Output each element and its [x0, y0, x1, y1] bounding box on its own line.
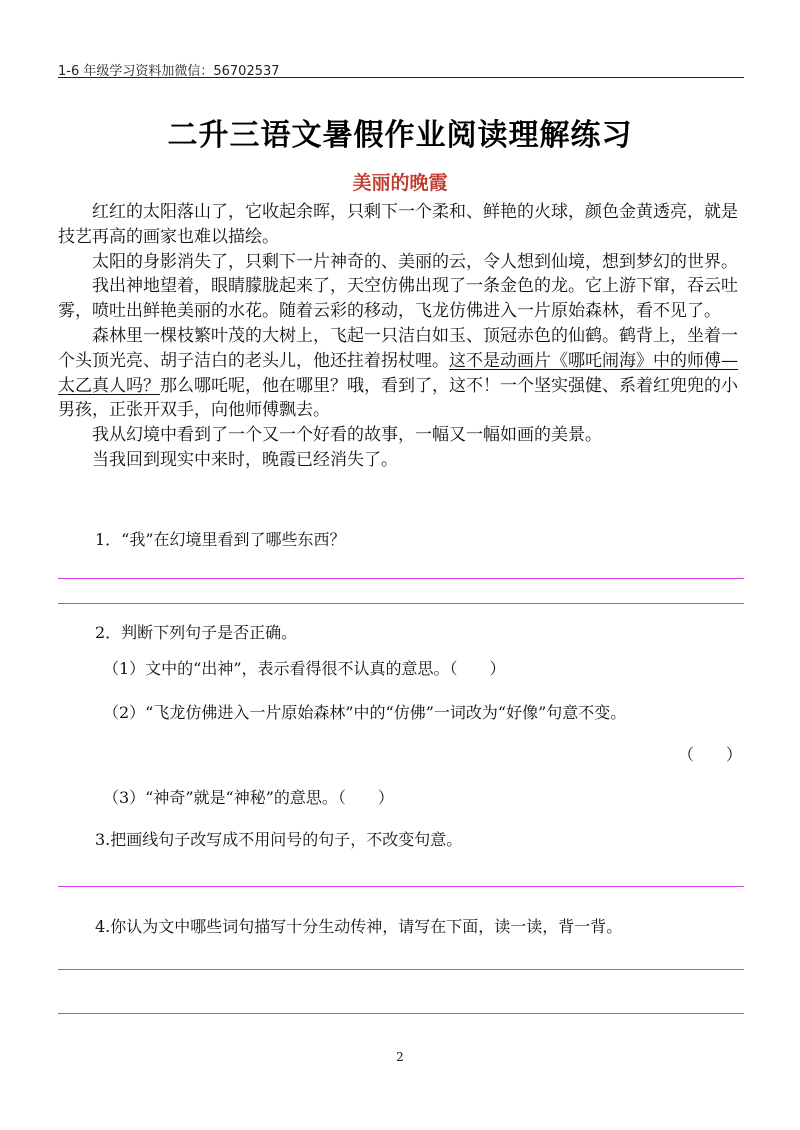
question-2-item-2: （2）“飞龙仿佛进入一片原始森林”中的“仿佛”一词改为“好像”句意不变。 [103, 703, 627, 722]
question-2-item-3: （3）“神奇”就是“神秘”的意思。（ ） [103, 788, 394, 807]
paragraph-4 [58, 324, 748, 423]
paragraph-4-part-2: 那么哪吒呢，他在哪里？哦，看到了，这不！一个坚实强健、系着红兜兜的小男孩，正张开双手，向他师傅飘去。 [58, 375, 738, 421]
answer-parentheses[interactable]: （ ） [677, 745, 742, 764]
page-header: 1-6 年级学习资料加微信：56702537 [58, 64, 280, 79]
paragraph-5: 我从幻境中看到了一个又一个好看的故事，一幅又一幅如画的美景。 [92, 425, 602, 446]
paragraph-1: 红红的太阳落山了，它收起余晖，只剩下一个柔和、鲜艳的火球，颜色金黄透亮，就是技艺再高的画家也难以描绘。 [58, 202, 738, 247]
answer-line[interactable] [58, 969, 744, 970]
passage-title: 美丽的晚霞 [352, 172, 448, 194]
question-4: 4.你认为文中哪些词句描写十分生动传神，请写在下面，读一读，背一背。 [95, 917, 623, 936]
paragraph-4-part-1: 森林里一棵枝繁叶茂的大树上，飞起一只洁白如玉、顶冠赤色的仙鹤。鹤背上，坐着一个头顶光亮、胡子洁白的老头儿，他还拄着拐杖哩。 [58, 325, 738, 371]
paragraph-6: 当我回到现实中来时，晚霞已经消失了。 [92, 449, 398, 470]
header-rule [58, 77, 744, 78]
reading-passage [58, 200, 748, 473]
page-number: 2 [396, 1050, 404, 1064]
question-1: 1．“我”在幻境里看到了哪些东西？ [95, 530, 346, 549]
answer-line[interactable] [58, 578, 744, 579]
paragraph-3: 我出神地望着，眼睛朦胧起来了，天空仿佛出现了一条金色的龙。它上游下窜，吞云吐雾，喷吐出鲜艳美丽的水花。随着云彩的移动，飞龙仿佛进入一片原始森林，看不见了。 [58, 276, 738, 322]
page-title: 二升三语文暑假作业阅读理解练习 [167, 118, 633, 153]
answer-line[interactable] [58, 1013, 744, 1014]
question-2: 2．判断下列句子是否正确。 [95, 623, 298, 642]
answer-line[interactable] [58, 886, 744, 887]
question-2-item-1: （1）文中的“出神”，表示看得很不认真的意思。（ ） [103, 659, 506, 678]
answer-line[interactable] [58, 603, 744, 604]
question-3: 3.把画线句子改写成不用问号的句子，不改变句意。 [95, 830, 463, 849]
underlined-sentence: 这不是动画片《哪吒闹海》中的师傅—太乙真人吗？ [58, 350, 738, 396]
paragraph-2: 太阳的身影消失了，只剩下一片神奇的、美丽的云，令人想到仙境，想到梦幻的世界。 [92, 251, 738, 272]
